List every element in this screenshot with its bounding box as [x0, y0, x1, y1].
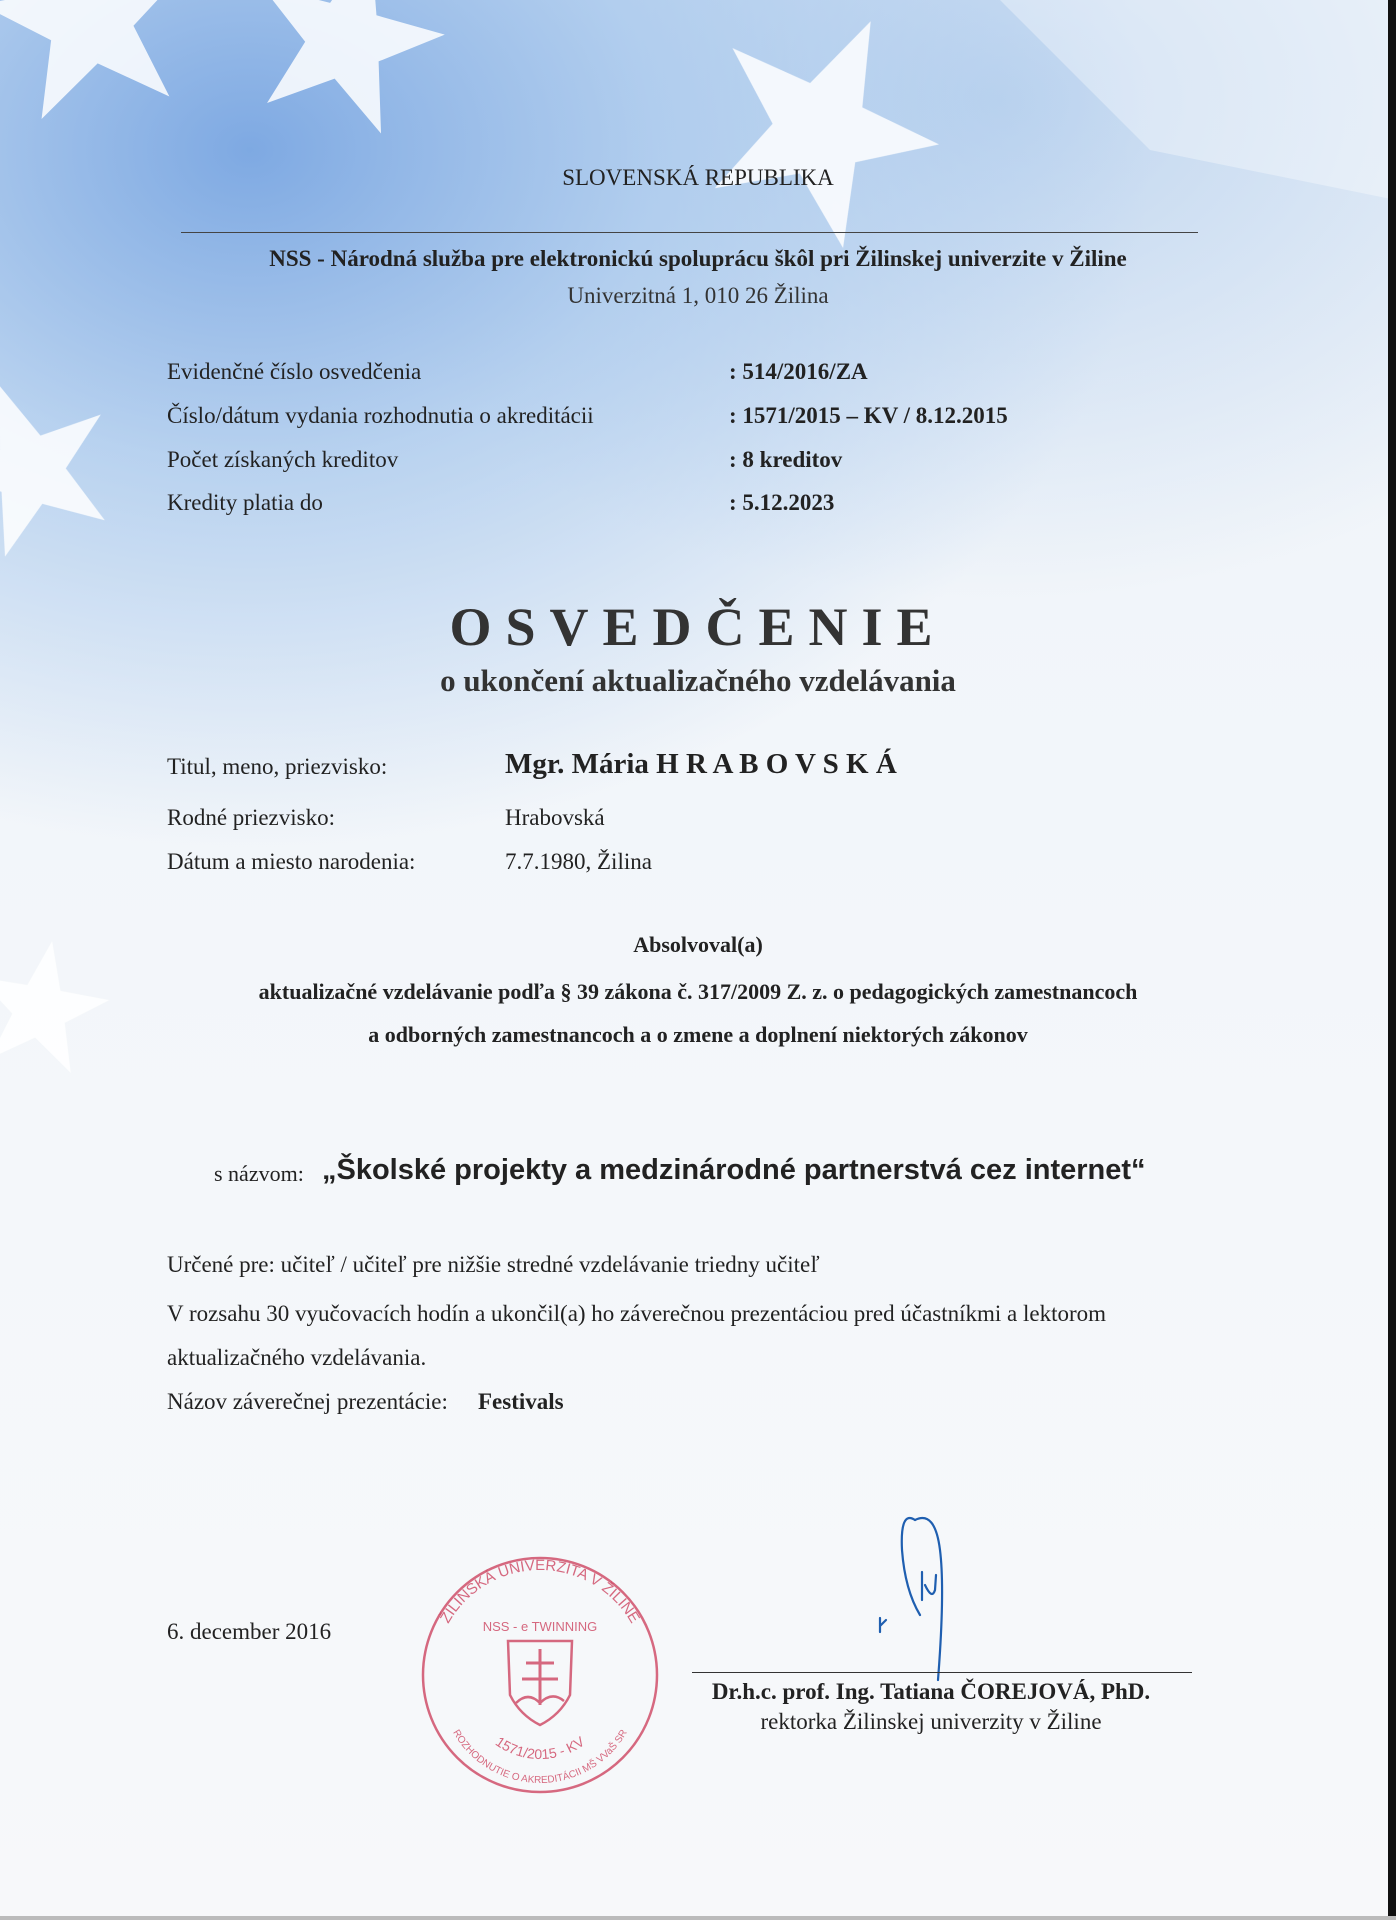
- star-icon: [0, 356, 135, 568]
- stamp-inner-text: NSS - e TWINNING: [482, 1619, 598, 1634]
- info-value: : 1571/2015 – KV / 8.12.2015: [729, 403, 1008, 428]
- info-label: Počet získaných kreditov: [167, 447, 399, 472]
- info-label: Evidenčné číslo osvedčenia: [167, 359, 422, 384]
- info-label: Číslo/dátum vydania rozhodnutia o akreditácii: [167, 403, 594, 428]
- star-icon: [0, 0, 208, 126]
- person-full-name: Mgr. Mária H R A B O V S K Á: [505, 748, 897, 780]
- course-name: „Školské projekty a medzinárodné partnerstvá cez internet“: [322, 1154, 1146, 1186]
- stamp-number: 1571/2015 - KV: [492, 1733, 588, 1763]
- institution-name: NSS - Národná služba pre elektronickú spoluprácu škôl pri Žilinskej univerzite v Žiline: [269, 246, 1127, 271]
- signature: [860, 1490, 1000, 1690]
- star-icon: [676, 0, 974, 266]
- person-label: Rodné priezvisko:: [167, 805, 335, 830]
- completion-heading: Absolvoval(a): [633, 932, 763, 957]
- star-icon: [232, 0, 462, 143]
- document-subtitle: o ukončení aktualizačného vzdelávania: [440, 663, 956, 698]
- issue-date: 6. december 2016: [167, 1619, 332, 1644]
- presentation-value: Festivals: [478, 1389, 564, 1414]
- info-value: : 514/2016/ZA: [729, 359, 868, 384]
- signatory-name: Dr.h.c. prof. Ing. Tatiana ČOREJOVÁ, PhD.: [711, 1679, 1151, 1704]
- presentation-label: Názov záverečnej prezentácie:: [167, 1389, 448, 1414]
- course-prefix: s názvom:: [214, 1161, 304, 1186]
- birth-date-place: 7.7.1980, Žilina: [505, 849, 652, 874]
- info-value: : 5.12.2023: [729, 490, 835, 515]
- scope-line-2: aktualizačného vzdelávania.: [167, 1345, 427, 1370]
- scope-line-1: V rozsahu 30 vyučovacích hodín a ukončil(a) ho záverečnou prezentáciou pred účastníkmi a lektorom: [167, 1301, 1107, 1326]
- stamp-top-text: ŽILINSKÁ UNIVERZITA V ŽILINE: [436, 1556, 643, 1627]
- svg-text:ŽILINSKÁ UNIVERZITA V ŽILINE: [437, 1557, 643, 1626]
- info-value: : 8 kreditov: [729, 447, 843, 472]
- country-heading: SLOVENSKÁ REPUBLIKA: [562, 165, 834, 190]
- official-stamp: [420, 1555, 660, 1795]
- completion-line-1: aktualizačné vzdelávanie podľa § 39 zákona č. 317/2009 Z. z. o pedagogických zamestnancoch: [258, 979, 1138, 1004]
- completion-line-2: a odborných zamestnancoch a o zmene a doplnení niektorých zákonov: [368, 1022, 1028, 1047]
- signatory-role: rektorka Žilinskej univerzity v Žiline: [760, 1709, 1102, 1734]
- intended-for: Určené pre: učiteľ / učiteľ pre nižšie stredné vzdelávanie triedny učiteľ: [167, 1252, 820, 1277]
- svg-text:1571/2015 - KV: [493, 1733, 588, 1762]
- document-title: OSVEDČENIE: [449, 597, 947, 657]
- stamp-bottom-text: ROZHODNUTIE O AKREDITÁCII MŠ VVaŠ SR: [450, 1727, 630, 1787]
- person-label: Dátum a miesto narodenia:: [167, 849, 416, 874]
- person-label: Titul, meno, priezvisko:: [167, 754, 388, 779]
- signature-line: [692, 1672, 1192, 1673]
- scan-edge: [1388, 0, 1396, 1920]
- info-label: Kredity platia do: [167, 490, 323, 515]
- header-divider: [181, 232, 1198, 233]
- birth-surname: Hrabovská: [505, 805, 605, 830]
- institution-address: Univerzitná 1, 010 26 Žilina: [567, 283, 829, 308]
- scan-edge: [0, 1916, 1396, 1920]
